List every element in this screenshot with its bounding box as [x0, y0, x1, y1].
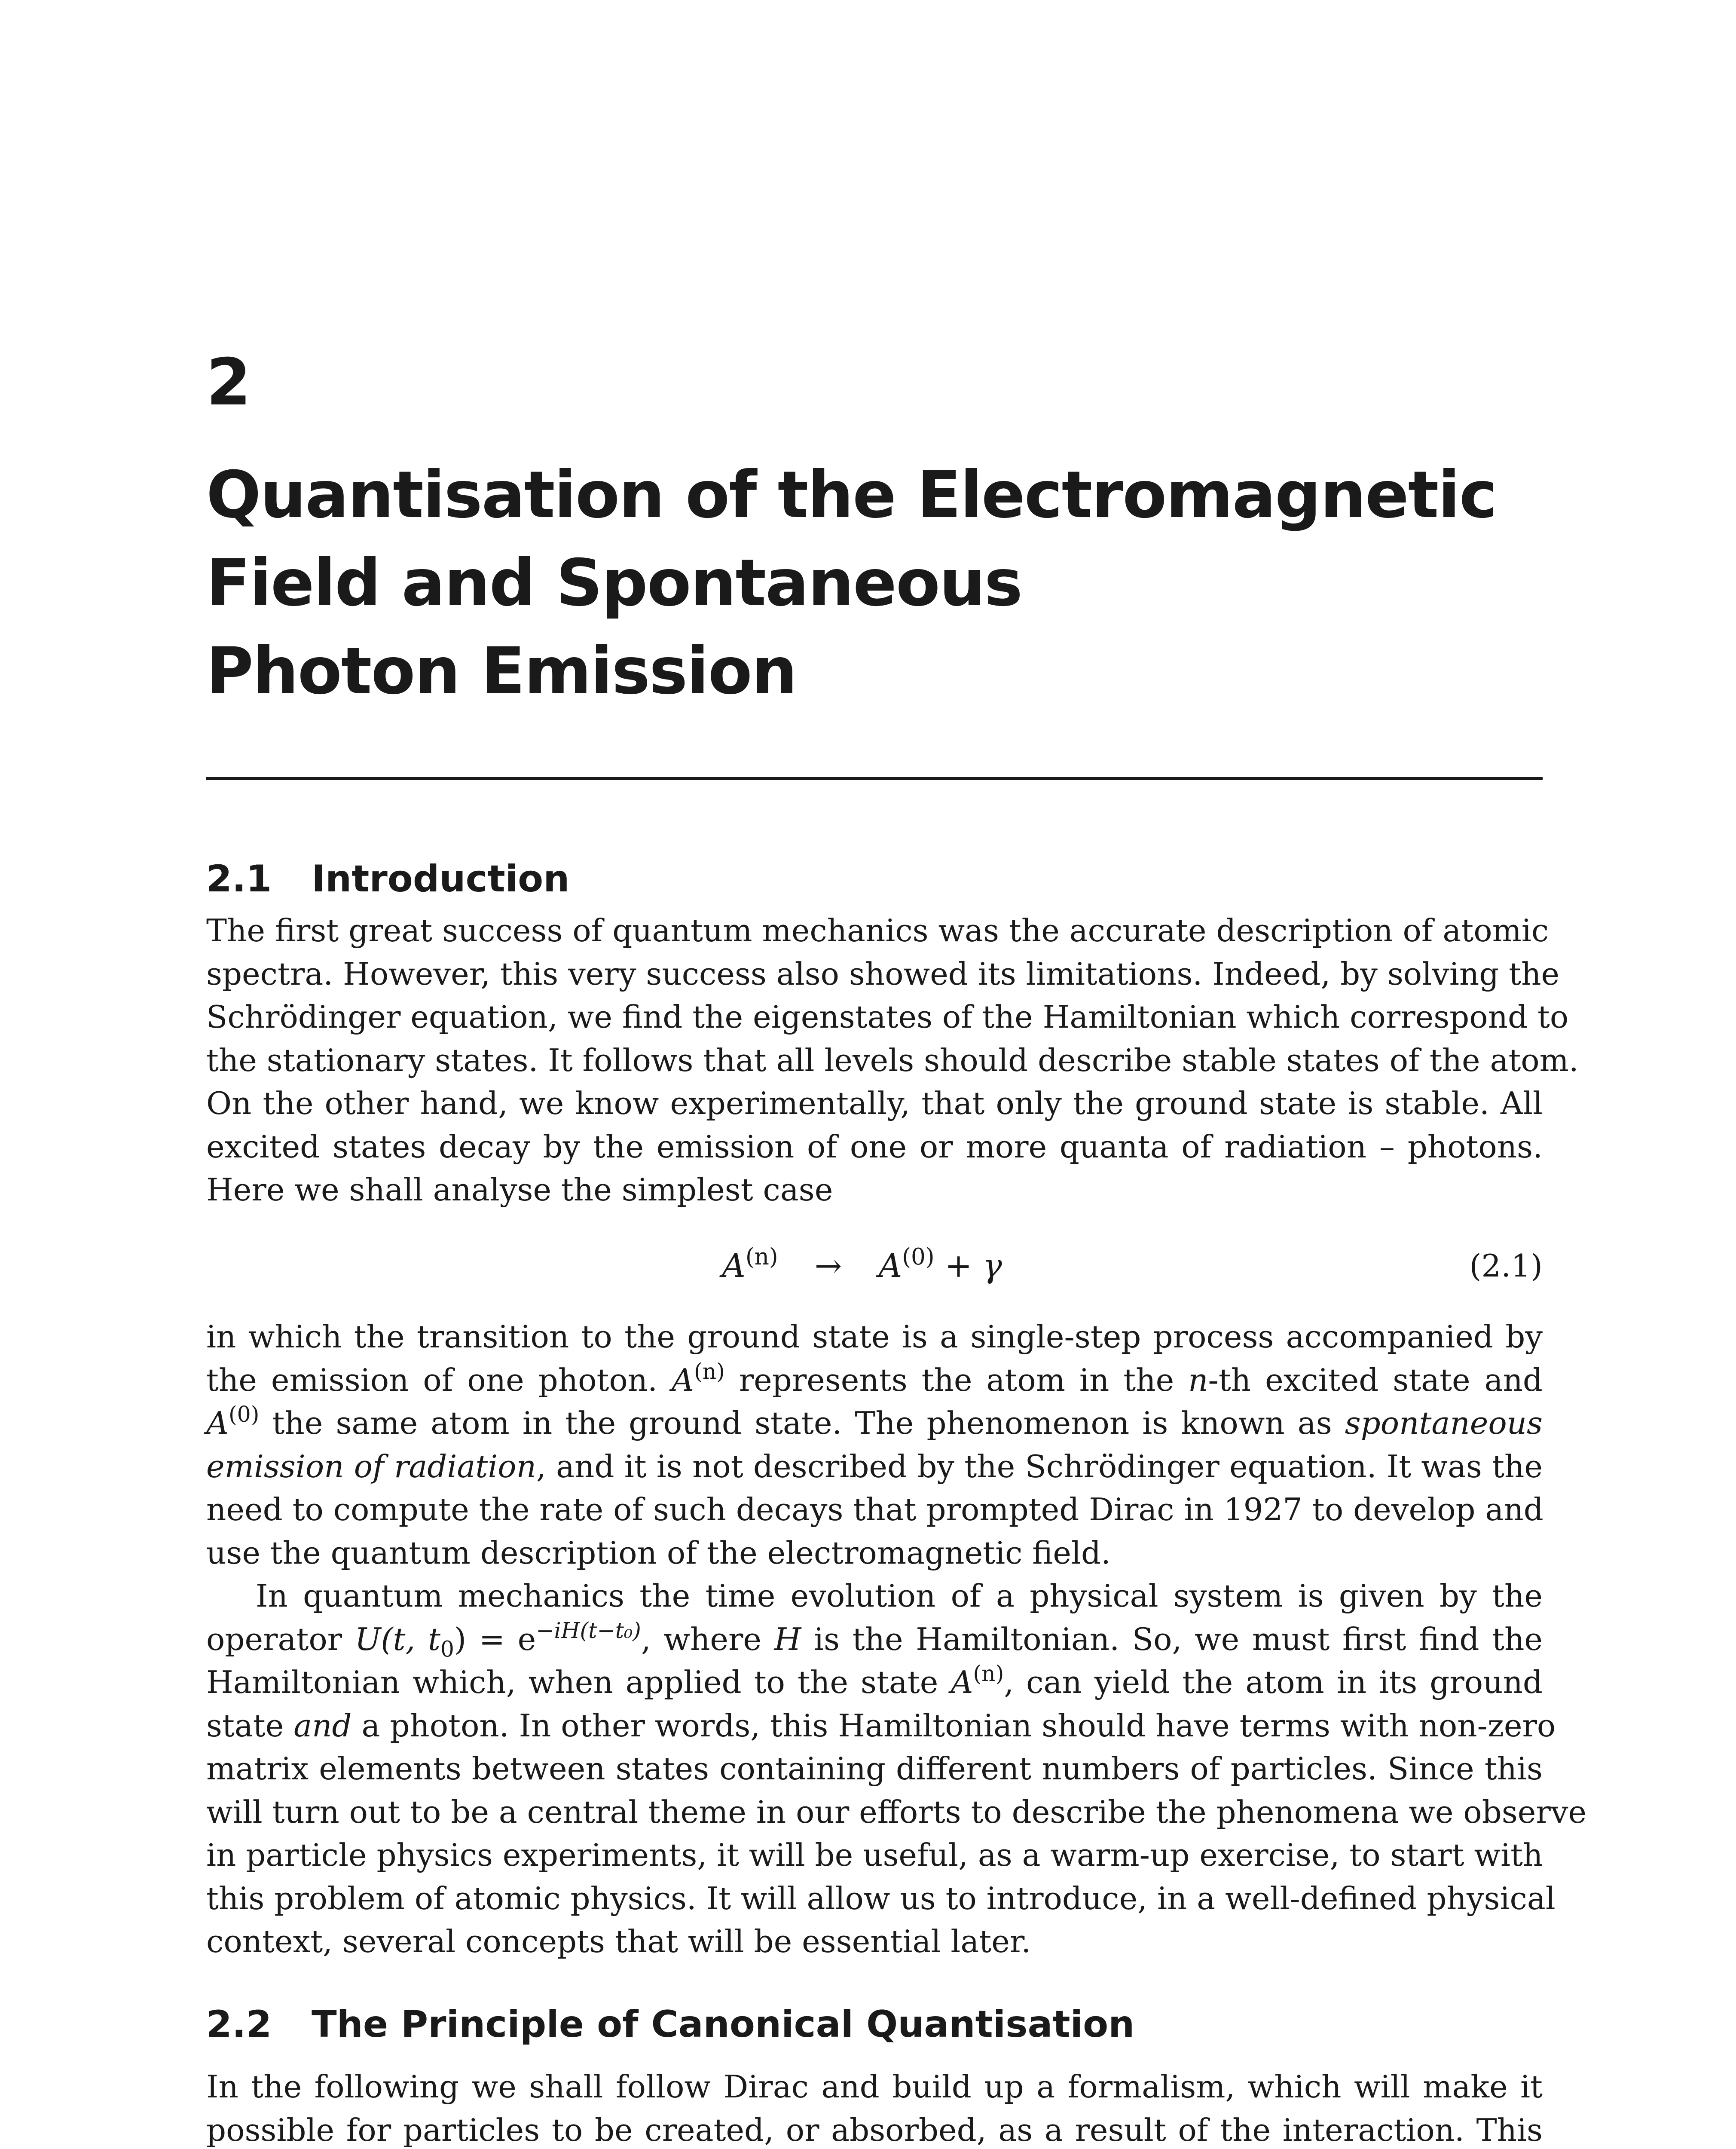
emphasis: and	[293, 1707, 352, 1744]
math-symbol: ) = e	[454, 1621, 536, 1657]
math-superscript: (0)	[229, 1402, 260, 1427]
chapter-title-line: Quantisation of the Electromagnetic	[206, 458, 1497, 533]
text-line: The first great success of quantum mechanics was the accurate description of atomic	[206, 912, 1549, 949]
chapter-title-line: Field and Spontaneous	[206, 546, 1022, 621]
text-line: Here we shall analyse the simplest case	[206, 1172, 833, 1208]
text-run: state	[206, 1707, 294, 1744]
text-line: On the other hand, we know experimentally, that only the ground state is stable. All	[206, 1085, 1543, 1121]
text-run: represents the atom in the	[724, 1362, 1189, 1398]
equation-symbol: A	[878, 1246, 902, 1285]
section-heading-canonical-quantisation	[206, 2001, 1134, 2048]
text-line: In the following we shall follow Dirac and build up a formalism, which will make it	[206, 2069, 1543, 2105]
text-line: in particle physics experiments, it will be useful, as a warm-up exercise, to start with	[206, 1837, 1543, 1873]
text-run: , where	[641, 1621, 774, 1657]
equation-2-1	[206, 1242, 1543, 1289]
text-line: possible for particles to be created, or absorbed, as a result of the interaction. This	[206, 2112, 1543, 2148]
text-run: the same atom in the ground state. The phenomenon is known as	[259, 1405, 1345, 1441]
chapter-number: 2	[206, 345, 251, 420]
text-line: use the quantum description of the electromagnetic field.	[206, 1534, 1111, 1571]
text-line: context, several concepts that will be essential later.	[206, 1923, 1031, 1959]
text-line: matrix elements between states containing different numbers of particles. Since this	[206, 1751, 1543, 1787]
text-line	[206, 1618, 1543, 1661]
paragraph	[206, 1315, 1587, 1963]
text-line: spectra. However, this very success also showed its limitations. Indeed, by solving the	[206, 955, 1560, 992]
section-number: 2.2	[206, 2003, 272, 2046]
text-line: excited states decay by the emission of one or more quanta of radiation – photons.	[206, 1128, 1543, 1165]
text-run: a photon. In other words, this Hamiltonian should have terms with non-zero	[351, 1707, 1556, 1744]
text-line: this problem of atomic physics. It will allow us to introduce, in a well-defined physical	[206, 1880, 1556, 1916]
text-line: Schrödinger equation, we find the eigenstates of the Hamiltonian which correspond to	[206, 999, 1569, 1035]
text-run: -th excited state and	[1208, 1362, 1543, 1398]
text-run: operator	[206, 1621, 355, 1657]
text-line	[206, 1704, 1556, 1748]
text-line: the stationary states. It follows that all levels should describe stable states of the atom.	[206, 1042, 1579, 1078]
text-run: the emission of one photon.	[206, 1362, 672, 1398]
section-title: The Principle of Canonical Quantisation	[312, 2003, 1135, 2046]
math-superscript: −iH(t−t₀)	[536, 1617, 641, 1643]
text-run: , and it is not described by the Schrödinger equation. It was the	[536, 1448, 1543, 1485]
text-run: is the Hamiltonian. So, we must first find the	[801, 1621, 1543, 1657]
math-symbol: A	[206, 1405, 229, 1441]
equation-superscript: (n)	[745, 1243, 778, 1270]
text-line: will turn out to be a central theme in our efforts to describe the phenomena we observe	[206, 1794, 1587, 1830]
equation-term: + γ	[934, 1246, 1002, 1285]
math-symbol: n	[1188, 1362, 1208, 1398]
equation-superscript: (0)	[902, 1243, 935, 1270]
chapter-title-line: Photon Emission	[206, 634, 797, 709]
paragraph	[206, 2065, 1543, 2149]
math-symbol: U	[355, 1621, 381, 1657]
math-symbol: A	[671, 1362, 694, 1398]
text-line	[206, 1445, 1543, 1488]
equation-symbol: A	[722, 1246, 746, 1285]
paragraph	[206, 909, 1579, 1212]
text-line: In quantum mechanics the time evolution of a physical system is given by the	[256, 1578, 1543, 1614]
section-heading-introduction	[206, 855, 570, 903]
text-line	[206, 1661, 1543, 1704]
equation-body	[722, 1242, 1002, 1289]
math-symbol: H	[774, 1621, 801, 1657]
text-line: in which the transition to the ground state is a single-step process accompanied by	[206, 1319, 1543, 1355]
emphasis: emission of radiation	[206, 1448, 537, 1485]
text-run: , can yield the atom in its ground	[1004, 1664, 1543, 1700]
section-number: 2.1	[206, 857, 272, 900]
text-line	[206, 1402, 1543, 1445]
math-subscript: 0	[440, 1636, 454, 1662]
chapter-title	[206, 451, 1581, 716]
section-title: Introduction	[312, 857, 570, 900]
arrow-icon: →	[814, 1246, 842, 1285]
chapter-divider	[206, 777, 1543, 780]
math-superscript: (n)	[973, 1661, 1004, 1687]
math-superscript: (n)	[694, 1358, 725, 1384]
math-symbol: (t, t	[381, 1621, 440, 1657]
text-run: Hamiltonian which, when applied to the state	[206, 1664, 951, 1700]
text-line: need to compute the rate of such decays that prompted Dirac in 1927 to develop and	[206, 1491, 1543, 1528]
equation-number: (2.1)	[1469, 1248, 1543, 1284]
emphasis: spontaneous	[1345, 1405, 1543, 1441]
text-line	[206, 1359, 1543, 1402]
math-symbol: A	[951, 1664, 973, 1700]
